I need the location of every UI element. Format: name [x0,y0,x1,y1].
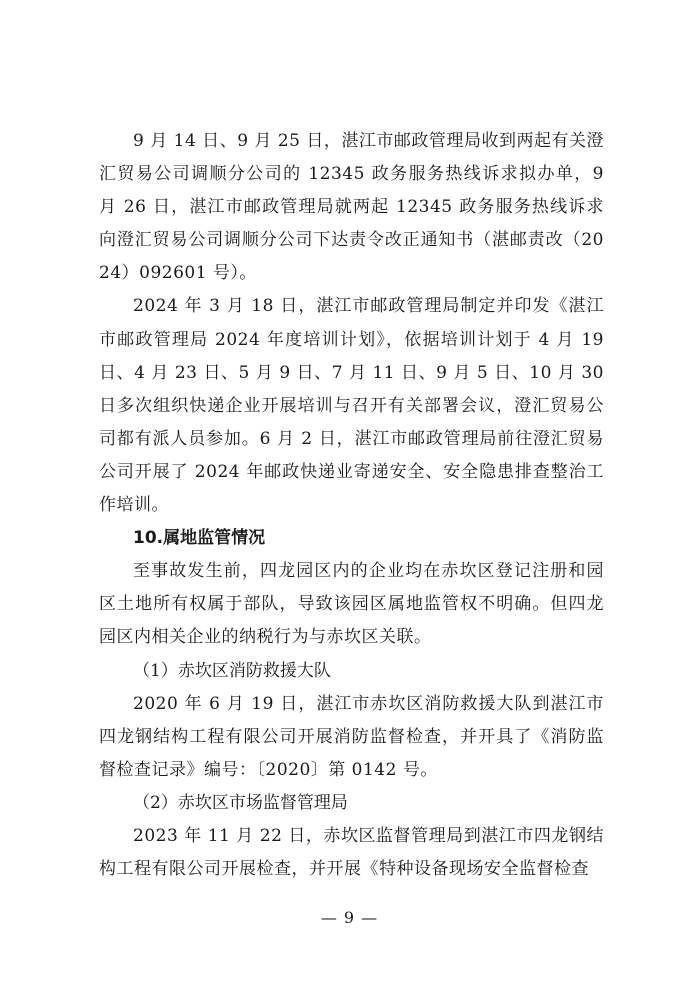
paragraph-postal-hotline: 9 月 14 日、9 月 25 日，湛江市邮政管理局收到两起有关澄汇贸易公司调顺分公司的 12345 政务服务热线诉求拟办单，9 月 26 日，湛江市邮政管理局就两起 12345 政务服务热线诉求向澄汇贸易公司调顺分公司下达责令改正通知书（湛邮责改（2024）092601 号）。 [99,131,604,284]
paragraph-market-inspection: 2023 年 11 月 22 日，赤坎区监督管理局到湛江市四龙钢结构工程有限公司开展检查，并开展《特种设备现场安全监督检查 [99,825,604,880]
paragraph-training-plan: 2024 年 3 月 18 日，湛江市邮政管理局制定并印发《湛江市邮政管理局 2024 年度培训计划》，依据培训计划于 4 月 19 日、4 月 23 日、5 月 9 日、7 月 11 日、9 月 5 日、10 月 30 日多次组织快递企业开展培训与召开有关部署会议，澄汇贸易公司都有派人员参加。6 月 2 日，湛江市邮政管理局前往澄汇贸易公司开展了 2024 年邮政快递业寄递安全、安全隐患排查整治工作培训。 [99,296,604,516]
document-body [99,125,604,886]
page-number: — 9 — [320,908,379,927]
subsection-market-supervision: （2）赤坎区市场监督管理局 [133,792,348,813]
paragraph-jurisdiction: 至事故发生前，四龙园区内的企业均在赤坎区登记注册和园区土地所有权属于部队，导致该园区属地监管权不明确。但四龙园区内相关企业的纳税行为与赤坎区关联。 [99,561,604,648]
subsection-fire-rescue: （1）赤坎区消防救援大队 [133,660,331,681]
paragraph-fire-inspection: 2020 年 6 月 19 日，湛江市赤坎区消防救援大队到湛江市四龙钢结构工程有限公司开展消防监督检查，并开具了《消防监督检查记录》编号：〔2020〕第 0142 号。 [99,693,604,780]
section-heading: 10.属地监管情况 [133,528,266,549]
